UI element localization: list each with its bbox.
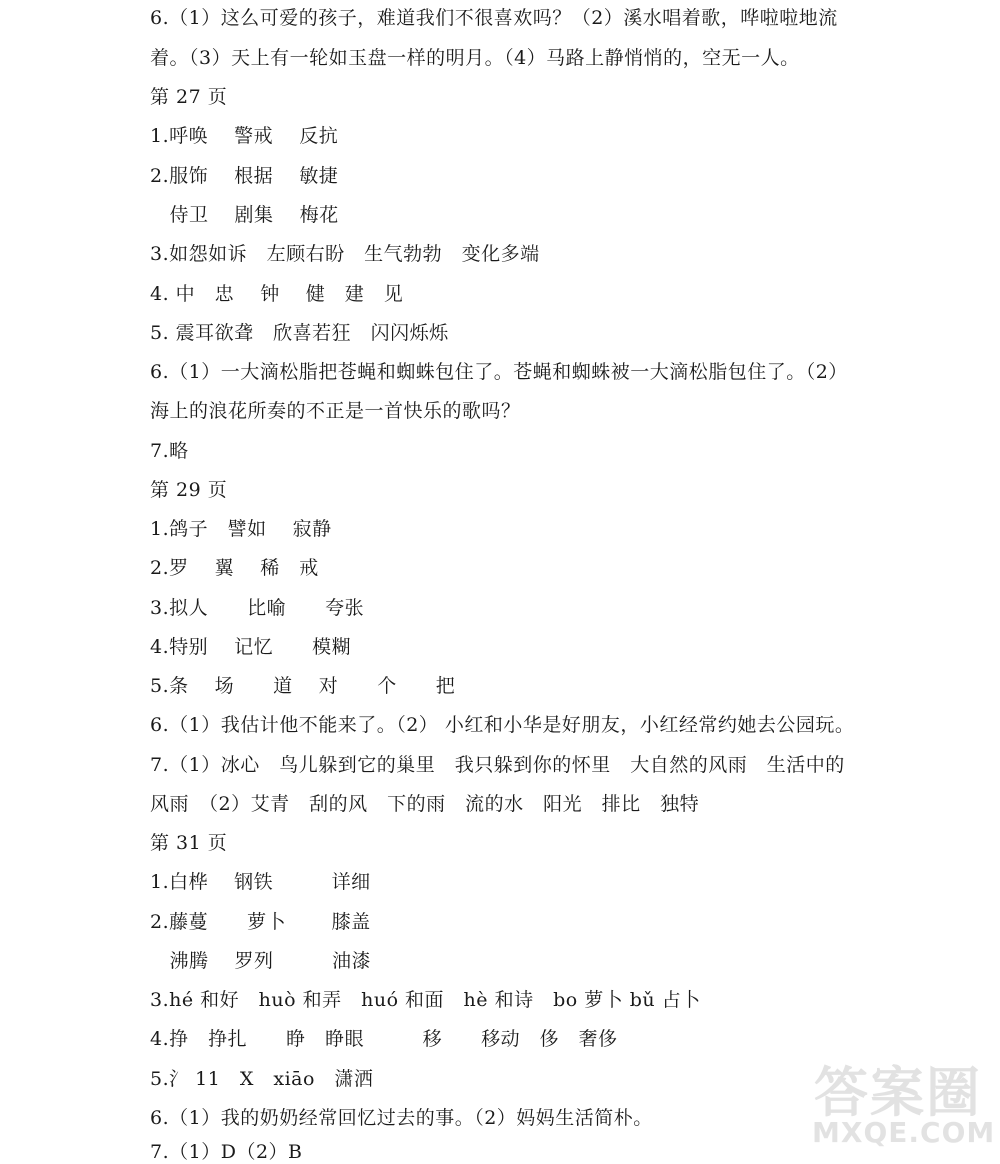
answer-line: 3.拟人 比喻 夸张	[150, 597, 365, 619]
watermark-logo-text: 答案圈	[814, 1061, 982, 1124]
answer-line: 3.如怨如诉 左顾右盼 生气勃勃 变化多端	[150, 243, 540, 265]
answer-line: 2.罗 翼 稀 戒	[150, 557, 319, 579]
answer-line: 沸腾 罗列 油漆	[150, 950, 372, 972]
section-heading-page-31: 第 31 页	[150, 832, 228, 854]
section-heading-page-27: 第 27 页	[150, 86, 228, 108]
answer-line: 5.条 场 道 对 个 把	[150, 675, 456, 697]
answer-line: 7.（1）冰心 鸟儿躲到它的巢里 我只躲到你的怀里 大自然的风雨 生活中的	[150, 754, 845, 776]
answer-line: 4.特别 记忆 模糊	[150, 636, 352, 658]
answer-line: 7.（1）D（2）B	[150, 1141, 303, 1163]
answer-line: 4. 中 忠 钟 健 建 见	[150, 283, 404, 305]
answer-line: 2.服饰 根据 敏捷	[150, 165, 339, 187]
answer-line: 6.（1）一大滴松脂把苍蝇和蜘蛛包住了。苍蝇和蜘蛛被一大滴松脂包住了。（2）	[150, 361, 848, 383]
answer-line: 5. 震耳欲聋 欣喜若狂 闪闪烁烁	[150, 322, 449, 344]
answer-line: 1.鸽子 譬如 寂静	[150, 518, 332, 540]
answer-line: 侍卫 剧集 梅花	[150, 204, 339, 226]
answer-line: 1.白桦 钢铁 详细	[150, 871, 371, 893]
answer-line: 3.hé 和好 huò 和弄 huó 和面 hè 和诗 bo 萝卜 bǔ 占卜	[150, 989, 701, 1011]
answer-line: 6.（1）我的奶奶经常回忆过去的事。（2）妈妈生活简朴。	[150, 1107, 653, 1129]
watermark-url: MXQE.COM	[812, 1116, 996, 1149]
answer-line: 海上的浪花所奏的不正是一首快乐的歌吗？	[150, 400, 521, 422]
answer-line: 6.（1）我估计他不能来了。（2） 小红和小华是好朋友，小红经常约她去公园玩。	[150, 714, 855, 736]
site-watermark	[804, 1050, 994, 1160]
answer-line: 2.藤蔓 萝卜 膝盖	[150, 911, 371, 933]
answer-line: 1.呼唤 警戒 反抗	[150, 125, 339, 147]
answer-line: 风雨 （2）艾青 刮的风 下的雨 流的水 阳光 排比 独特	[150, 793, 700, 815]
answer-line: 7.略	[150, 440, 189, 462]
answer-line: 4.挣 挣扎 睁 睁眼 移 移动 侈 奢侈	[150, 1028, 618, 1050]
answer-line: 着。（3）天上有一轮如玉盘一样的明月。（4）马路上静悄悄的，空无一人。	[150, 47, 800, 69]
answer-line: 6.（1）这么可爱的孩子，难道我们不很喜欢吗？（2）溪水唱着歌，哗啦啦地流	[150, 7, 838, 29]
section-heading-page-29: 第 29 页	[150, 479, 228, 501]
answer-line: 5.氵 11 X xiāo 潇洒	[150, 1068, 374, 1090]
